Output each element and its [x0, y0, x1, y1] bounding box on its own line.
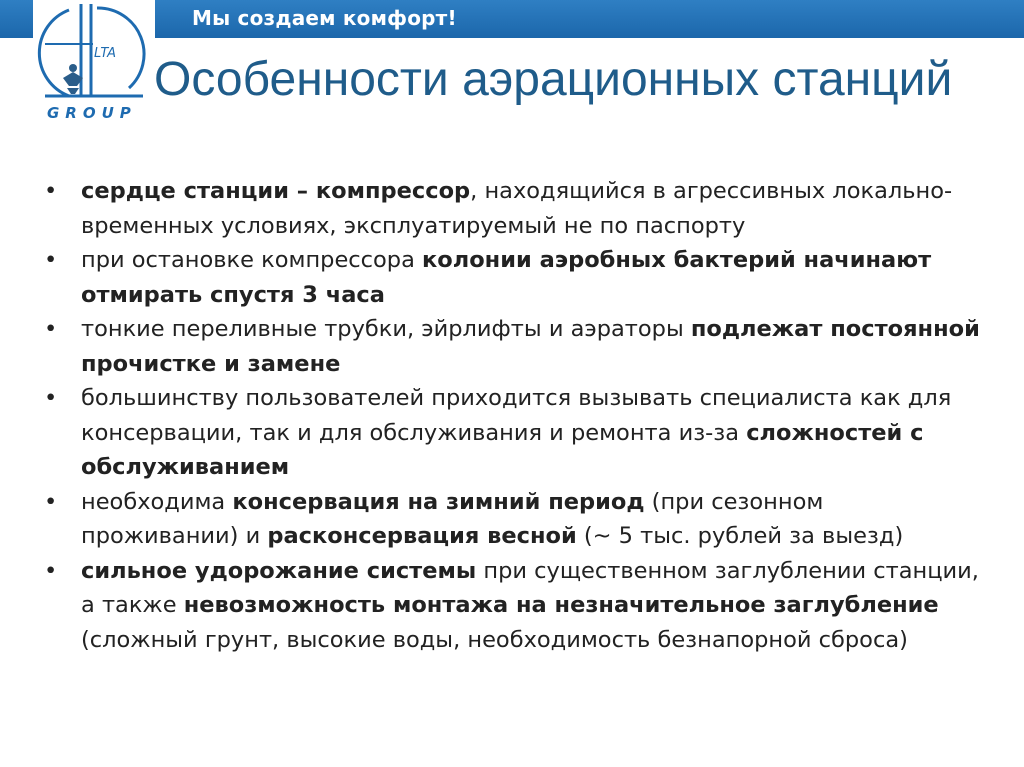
bullet-text-bold: сложностей с обслуживанием	[81, 419, 924, 480]
bullet-text: , находящийся в агрессивных локально-временных условиях, эксплуатируемый не по паспорту	[81, 178, 953, 239]
bullet-text: при остановке компрессора	[81, 247, 423, 273]
bullet-text-bold: сильное удорожание системы	[81, 557, 477, 584]
bullet-text: необходима	[81, 488, 233, 515]
bullet-text: при существенном заглублении станции, а также	[81, 557, 979, 618]
bullet-item	[44, 243, 984, 312]
bullet-text-bold: колонии аэробных бактерий начинают отмирать спустя 3 часа	[81, 247, 932, 308]
bullet-text: большинству пользователей приходится вызывать специалиста как для консервации, так и для обслуживания и ремонта из-за	[81, 385, 952, 446]
bullet-list	[44, 174, 984, 657]
bullet-text-bold: сердце станции – компрессор	[81, 178, 471, 204]
bullet-item	[44, 381, 984, 485]
bullet-text-bold: расконсервация весной	[267, 523, 577, 549]
bullet-text-bold: консервация на зимний период	[232, 488, 645, 515]
bullet-item	[44, 174, 984, 243]
bullet-text: (~ 5 тыс. рублей за выезд)	[576, 523, 904, 549]
logo-letters: LTA	[94, 46, 117, 61]
bullet-text-bold: невозможность монтажа на незначительное заглубление	[183, 592, 939, 618]
bullet-text: (при сезонном проживании) и	[81, 488, 824, 549]
company-logo	[33, 0, 155, 128]
bullet-text: тонкие переливные трубки, эйрлифты и аэраторы	[81, 316, 691, 342]
slogan-text: Мы создаем комфорт!	[192, 6, 457, 30]
bullet-item	[44, 554, 984, 658]
bullet-item	[44, 312, 984, 381]
slide-title: Особенности аэрационных станций	[154, 53, 953, 106]
logo-group-text: GROUP	[47, 104, 137, 122]
bullet-text: (сложный грунт, высокие воды, необходимость безнапорной сброса)	[81, 626, 908, 653]
bullet-item	[44, 485, 984, 554]
bullet-text-bold: подлежат постоянной прочистке и замене	[81, 316, 980, 377]
